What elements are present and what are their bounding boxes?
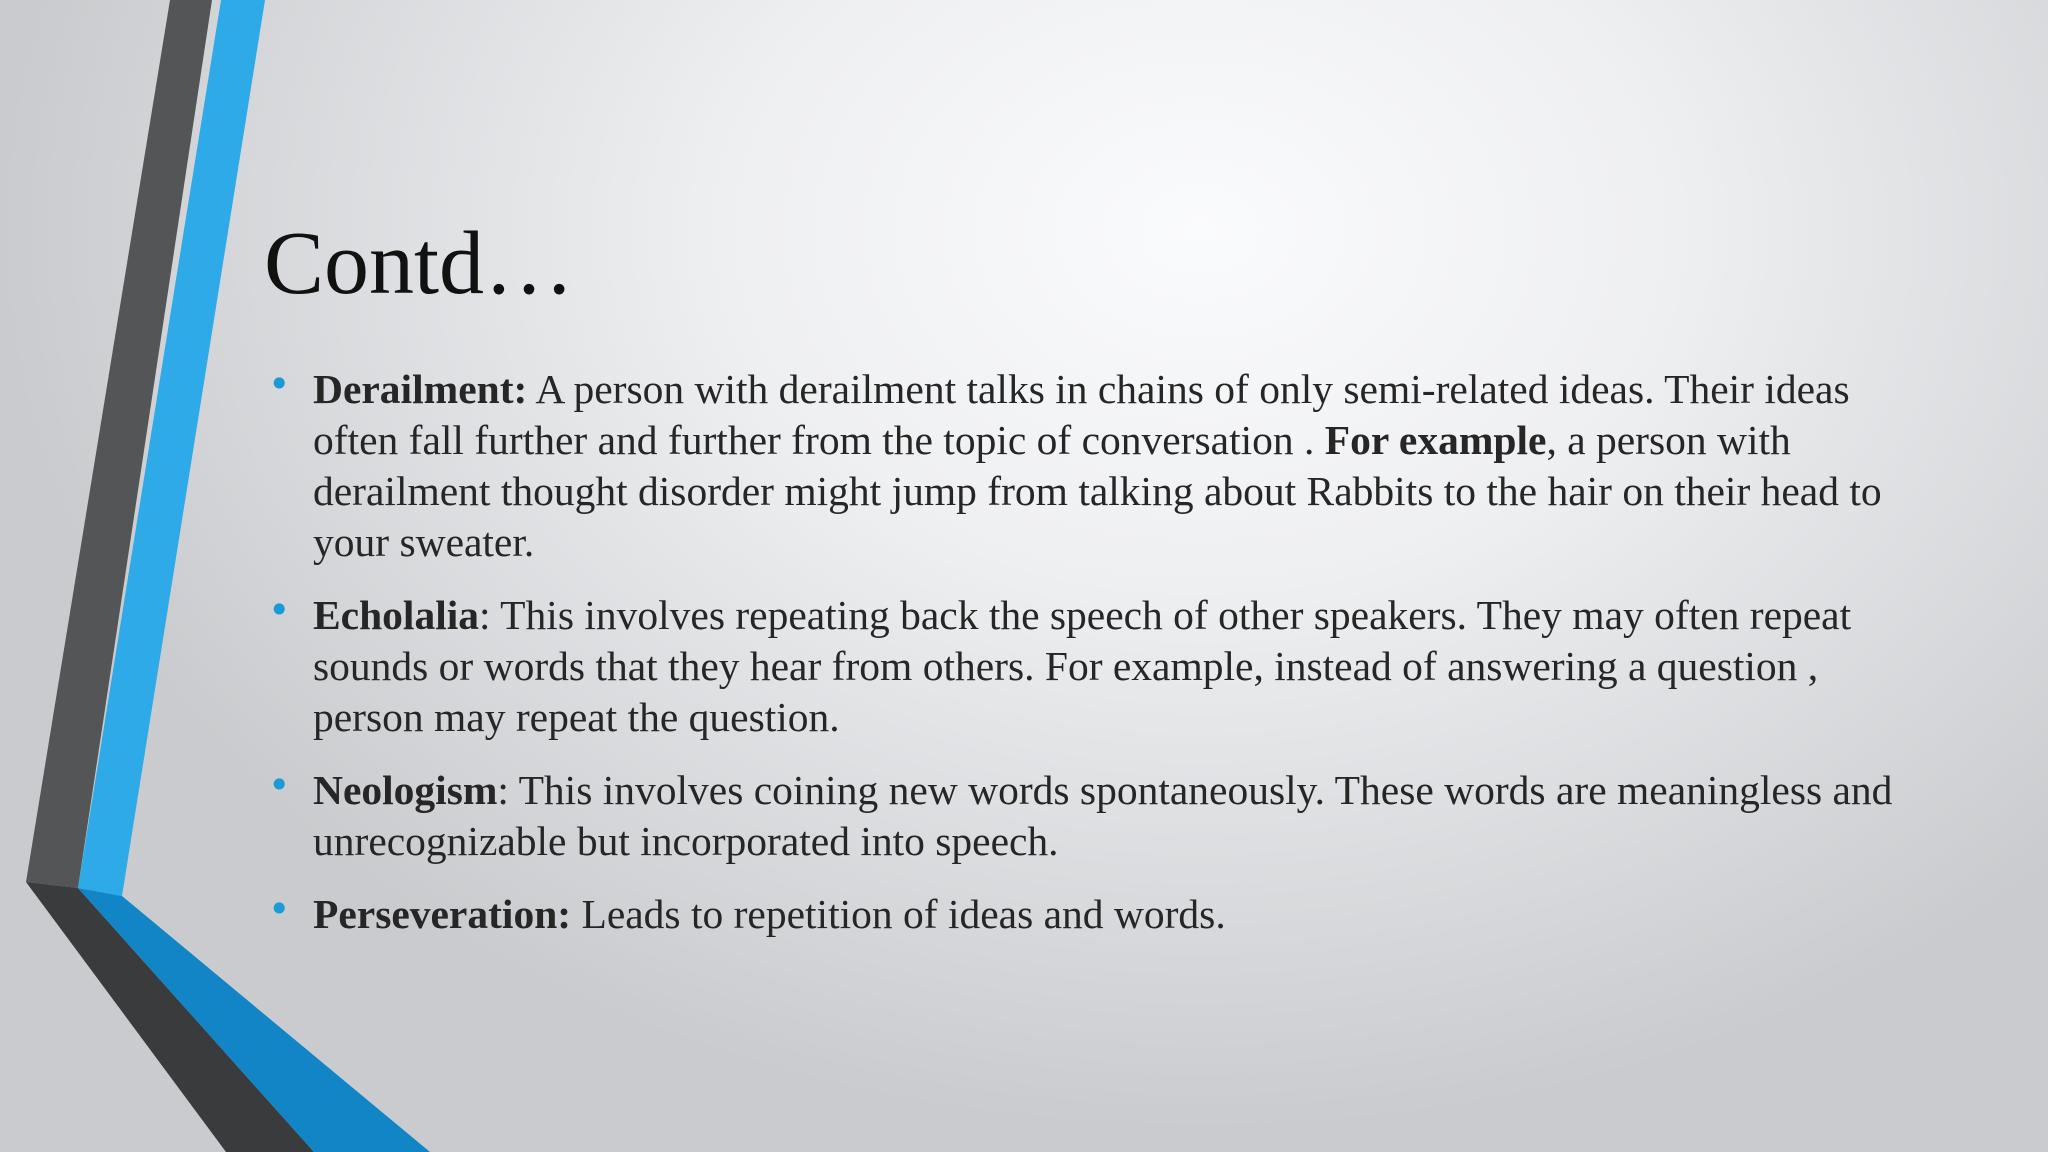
bullet-echolalia [264, 590, 1904, 743]
bullet-dot-icon: • [268, 362, 291, 406]
bullet-derailment [264, 364, 1904, 568]
bullet-text: : This involves coining new words spontaneously. These words are meaningless and unrecognizable but incorporated into speech. [313, 767, 1893, 864]
bullet-text: A person with derailment talks in chains of only semi-related ideas. Their ideas often fall further and further from the topic of conversation . [313, 366, 1850, 463]
bullet-term: Perseveration: [313, 891, 572, 937]
bullet-dot-icon: • [268, 887, 291, 931]
bullet-neologism [264, 765, 1904, 867]
bullet-emphasis: For example [1324, 417, 1547, 463]
bullet-dot-icon: • [268, 588, 291, 632]
bullet-text: Leads to repetition of ideas and words. [571, 891, 1226, 937]
bullet-perseveration [264, 889, 1904, 940]
slide-title: Contd… [264, 214, 575, 313]
bullet-term: Derailment: [313, 366, 528, 412]
bullet-list [264, 364, 1904, 962]
bullet-text-continued: , a person with derailment thought disorder might jump from talking about Rabbits to the hair on their head to your sweater. [313, 417, 1882, 565]
bullet-term: Echolalia [313, 592, 480, 638]
bullet-dot-icon: • [268, 763, 291, 807]
bullet-term: Neologism [313, 767, 498, 813]
bullet-text: : This involves repeating back the speech of other speakers. They may often repeat sounds or words that they hear from others. For example, instead of answering a question , person may repeat the question. [313, 592, 1852, 740]
